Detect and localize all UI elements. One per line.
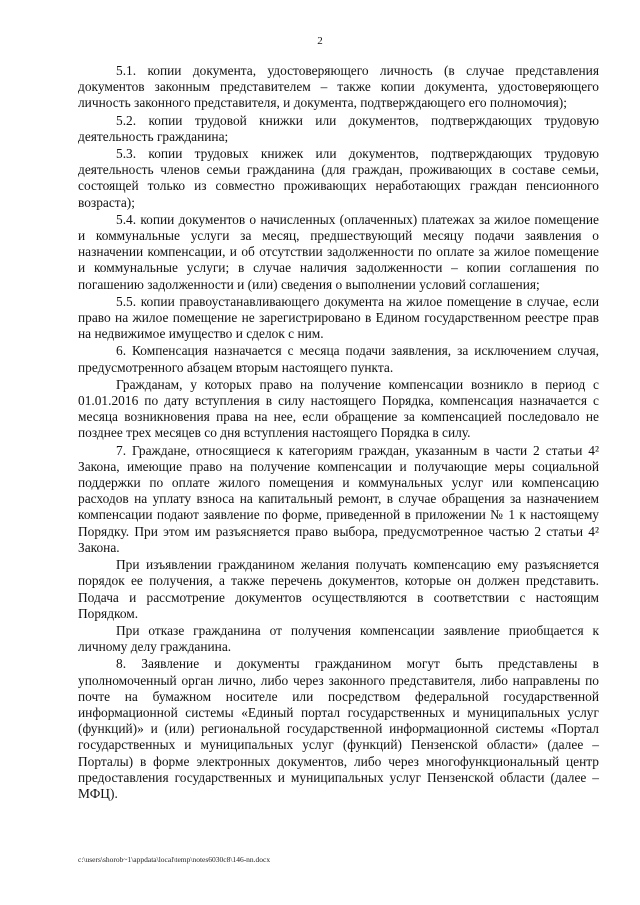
file-path-footer: c:\users\shorob~1\appdata\local\temp\notes6030c8\146-nn.docx: [78, 855, 271, 864]
paragraph-6-second: Гражданам, у которых право на получение компенсации возникло в период с 01.01.2016 по дату вступления в силу настоящего Порядка, компенсация назначается с месяца возникновения права на нее, если обращение за компенсацией последовало не позднее трех месяцев со дня вступления настоящего Порядка в силу.: [78, 376, 599, 441]
paragraph-5-1: 5.1. копии документа, удостоверяющего личность (в случае представления документов законным представителем – также копии документа, удостоверяющего личность законного представителя, и документа, подтверждающего его полномочия);: [78, 63, 599, 111]
paragraph-5-3: 5.3. копии трудовых книжек или документов, подтверждающих трудовую деятельность членов семьи гражданина (для граждан, проживающих в составе семьи, состоящей только из совместно проживающих неработающих граждан пенсионного возраста);: [78, 146, 599, 210]
paragraph-5-4: 5.4. копии документов о начисленных (оплаченных) платежах за жилое помещение и коммунальные услуги за месяц, предшествующий месяцу подачи заявления о назначении компенсации, и об отсутствии задолженности по оплате за жилое помещение и коммунальные услуги; в случае наличия задолженности – копии соглашения по погашению задолженности и (или) сведения о выполнении условий соглашения;: [78, 211, 599, 292]
paragraph-8: 8. Заявление и документы гражданином могут быть представлены в уполномоченный орган лично, либо через законного представителя, либо направлены по почте на бумажном носителе или посредством федеральной государственной информационной системы «Единый портал государственных и муниципальных услуг (функций)» и (или) региональной государственной информационной системы «Портал государственных и муниципальных услуг (функций) Пензенской области» (далее – Порталы) в форме электронных документов, либо через многофункциональный центр предоставления государственных и муниципальных услуг Пензенской области (далее – МФЦ).: [78, 656, 599, 801]
document-body: [78, 63, 599, 803]
paragraph-5-5: 5.5. копии правоустанавливающего документа на жилое помещение в случае, если право на жилое помещение не зарегистрировано в Едином государственном реестре прав на недвижимое имущество и сделок с ним.: [78, 293, 599, 342]
page-number: 2: [317, 35, 323, 47]
paragraph-7: 7. Гражданe, относящиеся к категориям граждан, указанным в части 2 статьи 4² Закона, имеющие право на получение компенсации и получающие меры социальной поддержки по оплате жилого помещения и коммунальных услуг или компенсацию расходов на уплату взноса на капитальный ремонт, в случае обращения за назначением компенсации подают заявление по форме, приведенной в приложении № 1 к настоящему Порядку. При этом им разъясняется право выбора, предусмотренное частью 2 статьи 4² Закона.: [78, 442, 599, 555]
paragraph-6: 6. Компенсация назначается с месяца подачи заявления, за исключением случая, предусмотренного абзацем вторым настоящего пункта.: [78, 343, 599, 375]
paragraph-7-third: При отказе гражданина от получения компенсации заявление приобщается к личному делу гражданина.: [78, 622, 599, 655]
paragraph-7-second: При изъявлении гражданином желания получать компенсацию ему разъясняется порядок ее получения, а также перечень документов, которые он должен представить. Подача и рассмотрение документов осуществляются в соответствии с настоящим Порядком.: [78, 557, 599, 621]
paragraph-5-2: 5.2. копии трудовой книжки или документов, подтверждающих трудовую деятельность гражданина;: [78, 112, 599, 144]
